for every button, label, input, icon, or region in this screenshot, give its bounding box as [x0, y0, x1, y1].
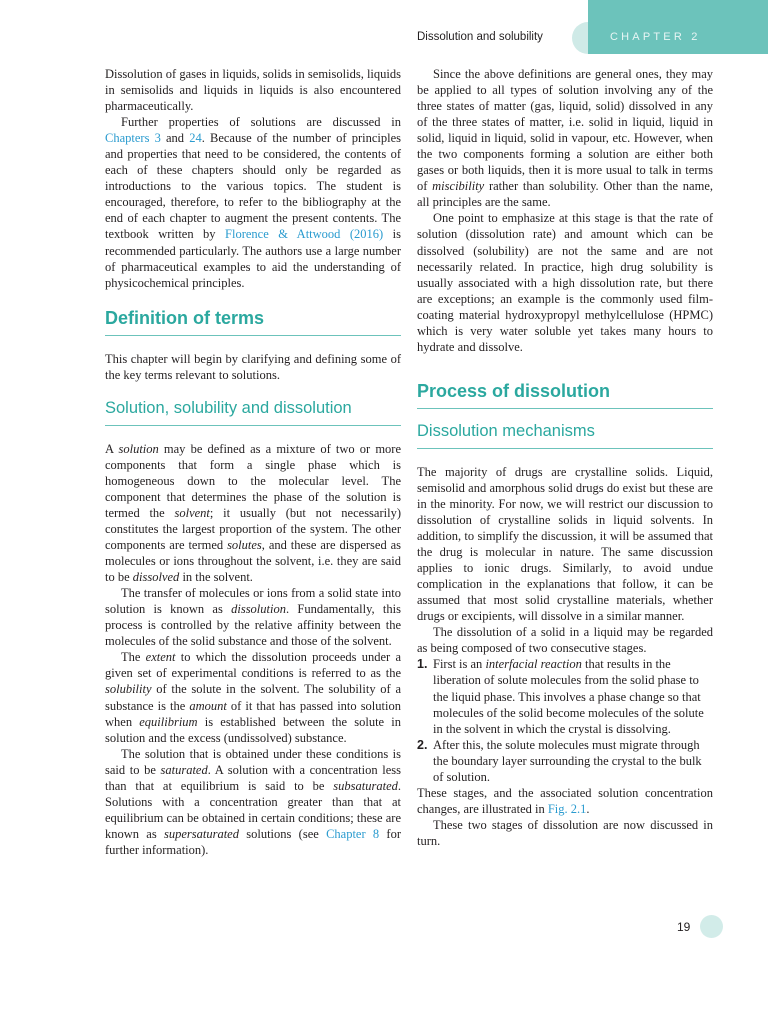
- paragraph: These two stages of dissolution are now discussed in turn.: [417, 817, 713, 848]
- paragraph: The majority of drugs are crystalline solids. Liquid, semisolid and amorphous solid drugs do exist but these are in the minority. For now, we will restrict our discussion to dissolution of crystalline solids in liquid solvents. In addition, to simplify the discussion, it will be assumed that the drug is molecular in nature. The same discussion applies to ionic drugs. Similarly, to avoid undue complication in the explanations that follow, it can be assumed that most solid crystalline materials, whether drugs or excipients, will dissolve in a similar manner.: [417, 464, 713, 624]
- chapter-label: CHAPTER 2: [610, 31, 701, 43]
- right-column: [417, 66, 713, 849]
- fig-2-1-link[interactable]: Fig. 2.1: [547, 801, 587, 816]
- paragraph: Dissolution of gases in liquids, solids in semisolids, liquids in semisolids and liquids in liquids is also encountered pharmaceutically.: [105, 67, 401, 114]
- heading-dissolution-mechanisms: Dissolution mechanisms: [417, 421, 713, 449]
- numbered-list: [417, 656, 713, 784]
- list-item: [417, 737, 713, 785]
- chapters-3-link[interactable]: Chapters 3: [105, 131, 161, 146]
- page-number-decoration: [700, 915, 723, 938]
- list-item-number: 1.: [417, 657, 428, 672]
- chapter-8-link[interactable]: Chapter 8: [326, 826, 380, 841]
- chapter-tab: [588, 0, 768, 54]
- paragraph: Since the above definitions are general ones, they may be applied to all types of solution involving any of the three states of matter (gas, liquid, solid) dissolved in any of the three states of matter, i.e. solid in liquid, liquid in solid, liquid in liquid, solid in vapour, etc. However, when the two components forming a solution are either both gases or both liquids, then it is more usual to talk in terms of miscibility rather than solubility. Other than the name, all principles are the same.: [417, 67, 714, 210]
- paragraph: The transfer of molecules or ions from a solid state into solution is known as dissolution. Fundamentally, this process is controlled by the relative affinity between the molecules of the solid substance and those of the solvent.: [105, 586, 401, 649]
- running-header-title: Dissolution and solubility: [417, 31, 543, 43]
- paragraph: The extent to which the dissolution proceeds under a given set of experimental conditions is referred to as the solubility of the solute in the solvent. The solubility of a substance is the amount of it that has passed into solution when equilibrium is established between the solute in solution and the excess (undissolved) substance.: [105, 650, 401, 745]
- florence-attwood-link[interactable]: Florence & Attwood (2016): [225, 227, 384, 242]
- chapter-24-link[interactable]: 24: [189, 131, 202, 146]
- list-item-number: 2.: [417, 737, 428, 752]
- paragraph: The dissolution of a solid in a liquid may be regarded as being composed of two consecutive stages.: [417, 625, 713, 656]
- paragraph: The solution that is obtained under these conditions is said to be saturated. A solution with a concentration less than that at equilibrium is said to be subsaturated. Solutions with a concentration greater than that at equilibrium can be obtained in certain conditions; these are known as supersaturated solutions (see Chapter 8 for further information).: [105, 746, 401, 857]
- heading-definition-of-terms: Definition of terms: [105, 307, 401, 336]
- list-item-text: First is an interfacial reaction that results in the liberation of solute molecules from the solid phase to the liquid phase. This involves a phase change so that molecules of the solid become molecules of the solute in the solvent in which the crystal is dissolving.: [433, 657, 704, 736]
- left-column: [105, 66, 401, 858]
- list-item-text: After this, the solute molecules must migrate through the boundary layer surrounding the crystal to the bulk of solution.: [433, 737, 702, 784]
- heading-process-of-dissolution: Process of dissolution: [417, 380, 713, 409]
- paragraph: This chapter will begin by clarifying and defining some of the key terms relevant to solutions.: [105, 351, 401, 382]
- paragraph: A solution may be defined as a mixture of two or more components that form a single phase which is homogeneous down to the molecular level. The component that determines the phase of the solution is termed the solvent; it usually (but not necessarily) constitutes the largest proportion of the system. The other components are termed solutes, and these are dispersed as molecules or ions throughout the solvent, i.e. they are said to be dissolved in the solvent.: [105, 441, 402, 585]
- page-number: 19: [677, 920, 691, 934]
- paragraph: These stages, and the associated solution concentration changes, are illustrated in Fig. 2.1.: [417, 785, 713, 816]
- paragraph: Further properties of solutions are discussed in Chapters 3 and 24. Because of the number of principles and properties that need to be considered, the contents of each of these chapters should only be regarded as introductions to the various topics. The student is encouraged, therefore, to refer to the bibliography at the end of each chapter to augment the present contents. The textbook written by Florence & Attwood (2016) is recommended particularly. The authors use a large number of pharmaceutical examples to aid the understanding of physicochemical principles.: [105, 115, 402, 290]
- paragraph: One point to emphasize at this stage is that the rate of solution (dissolution rate) and amount which can be dissolved (solubility) are not the same and are not necessarily related. In practice, high drug solubility is usually associated with a high dissolution rate, but there are exceptions; an example is the commonly used film-coating material hydroxypropyl methylcellulose (HPMC) which is very water soluble yet takes many hours to hydrate and dissolve.: [417, 211, 713, 354]
- heading-solution-solubility: Solution, solubility and dissolution: [105, 398, 401, 426]
- list-item: [417, 656, 713, 736]
